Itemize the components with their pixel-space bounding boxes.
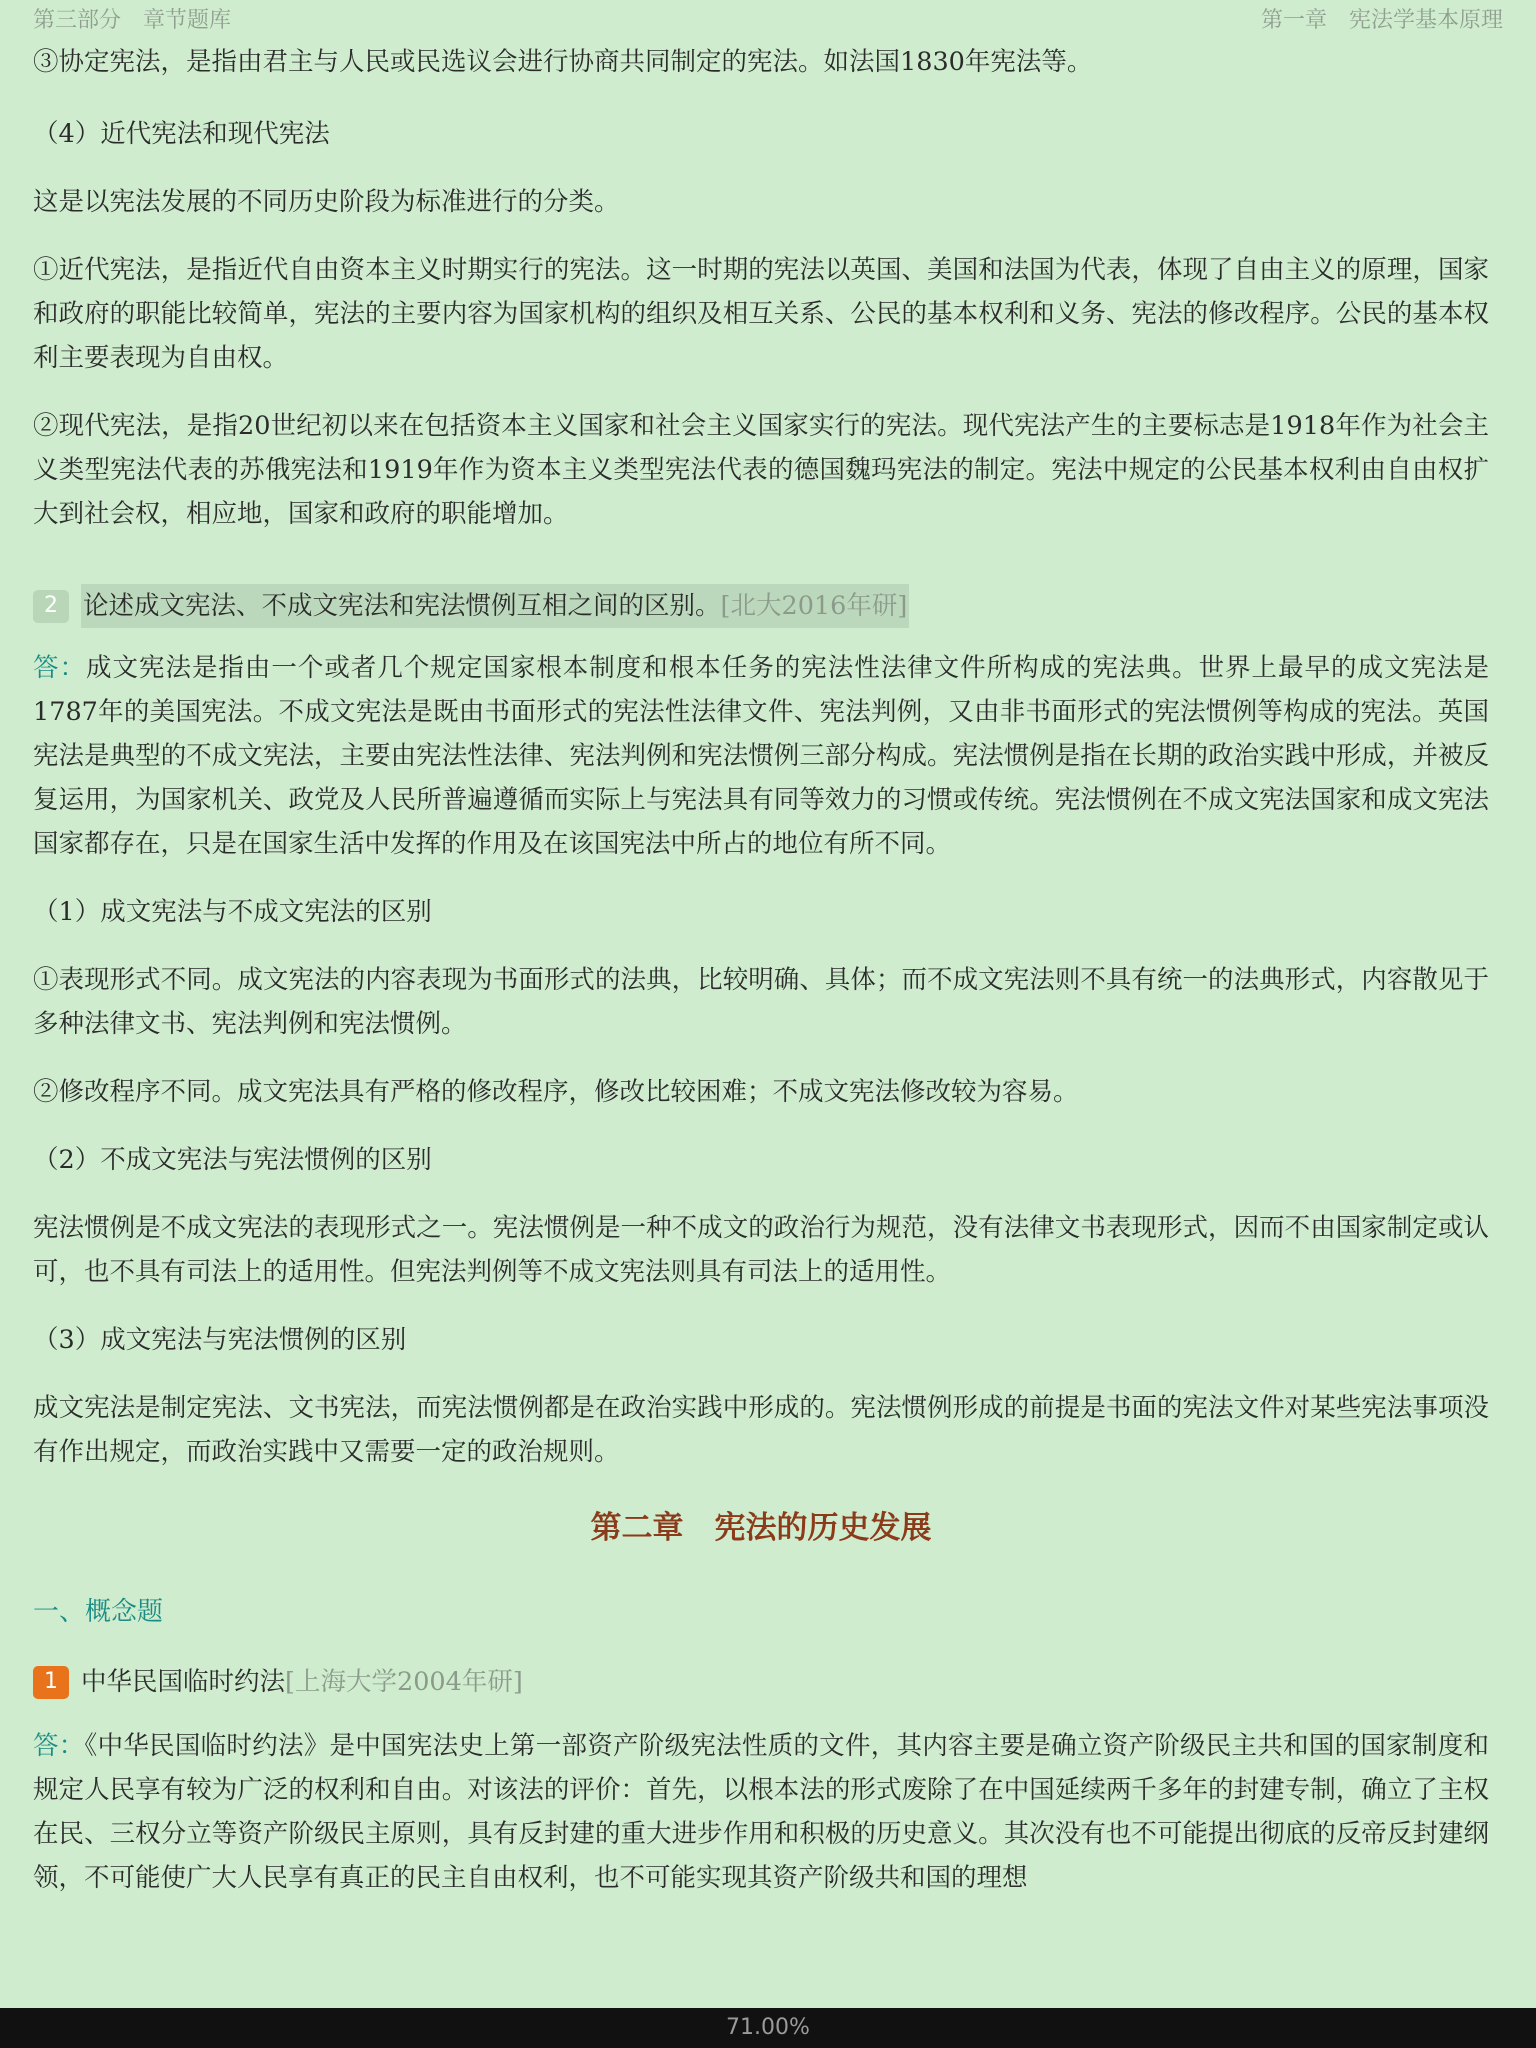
question-text-block (81, 1660, 523, 1704)
chapter-title: 第二章 宪法的历史发展 (590, 1510, 932, 1546)
question-text-highlighted[interactable] (81, 584, 909, 628)
subheading-written-vs-convention: （3）成文宪法与宪法惯例的区别 (33, 1325, 407, 1355)
section-title: 一、概念题 (33, 1597, 164, 1627)
header-chapter-title: 第一章 宪法学基本原理 (1260, 8, 1503, 33)
answer-label: 答： (33, 653, 86, 683)
subheading-written-vs-unwritten: （1）成文宪法与不成文宪法的区别 (33, 897, 432, 927)
question-number-badge: 1 (33, 1666, 69, 1699)
question-number-badge: 2 (33, 590, 69, 623)
paragraph-classification-intro: 这是以宪法发展的不同历史阶段为标准进行的分类。 (33, 187, 620, 217)
paragraph-convention-difference: 宪法惯例是不成文宪法的表现形式之一。宪法惯例是一种不成文的政治行为规范，没有法律文书表现形式，因而不由国家制定或认可，也不具有司法上的适用性。但宪法判例等不成文宪法则具有司法上的适用性。 (33, 1213, 1489, 1287)
header-part-title: 第三部分 章节题库 (33, 8, 232, 33)
answer-paragraph (33, 646, 1489, 866)
paragraph-early-modern-constitution: ①近代宪法，是指近代自由资本主义时期实行的宪法。这一时期的宪法以英国、美国和法国为代表，体现了自由主义的原理，国家和政府的职能比较简单，宪法的主要内容为国家机构的组织及相互关系、公民的基本权利和义务、宪法的修改程序。公民的基本权利主要表现为自由权。 (33, 255, 1489, 373)
question-1 (33, 1660, 1489, 1704)
paragraph-form-difference: ①表现形式不同。成文宪法的内容表现为书面形式的法典，比较明确、具体；而不成文宪法则不具有统一的法典形式，内容散见于多种法律文书、宪法判例和宪法惯例。 (33, 965, 1489, 1039)
question-source: [北大2016年研] (720, 591, 908, 621)
paragraph-amendment-difference: ②修改程序不同。成文宪法具有严格的修改程序，修改比较困难；不成文宪法修改较为容易。 (33, 1077, 1079, 1107)
question-text: 论述成文宪法、不成文宪法和宪法惯例互相之间的区别。 (83, 591, 721, 621)
page-content (33, 40, 1489, 1924)
question-source: [上海大学2004年研] (285, 1667, 523, 1697)
paragraph-contemporary-constitution: ②现代宪法，是指20世纪初以来在包括资本主义国家和社会主义国家实行的宪法。现代宪法产生的主要标志是1918年作为社会主义类型宪法代表的苏俄宪法和1919年作为资本主义类型宪法代表的德国魏玛宪法的制定。宪法中规定的公民基本权利由自由权扩大到社会权，相应地，国家和政府的职能增加。 (33, 411, 1489, 529)
answer-text: 成文宪法是指由一个或者几个规定国家根本制度和根本任务的宪法性法律文件所构成的宪法典。世界上最早的成文宪法是1787年的美国宪法。不成文宪法是既由书面形式的宪法性法律文件、宪法判例，又由非书面形式的宪法惯例等构成的宪法。英国宪法是典型的不成文宪法，主要由宪法性法律、宪法判例和宪法惯例三部分构成。宪法惯例是指在长期的政治实践中形成，并被反复运用，为国家机关、政党及人民所普遍遵循而实际上与宪法具有同等效力的习惯或传统。宪法惯例在不成文宪法国家和成文宪法国家都存在，只是在国家生活中发挥的作用及在该国宪法中所占的地位有所不同。 (33, 653, 1489, 859)
reading-progress-bar (0, 2008, 1536, 2048)
running-header (33, 6, 1503, 36)
subheading-modern-constitution: （4）近代宪法和现代宪法 (33, 119, 330, 149)
question-2 (33, 584, 1489, 628)
subheading-unwritten-vs-convention: （2）不成文宪法与宪法惯例的区别 (33, 1145, 432, 1175)
answer-paragraph (33, 1724, 1489, 1900)
paragraph-written-convention-difference: 成文宪法是制定宪法、文书宪法，而宪法惯例都是在政治实践中形成的。宪法惯例形成的前提是书面的宪法文件对某些宪法事项没有作出规定，而政治实践中又需要一定的政治规则。 (33, 1393, 1489, 1467)
answer-text: 《中华民国临时约法》是中国宪法史上第一部资产阶级宪法性质的文件，其内容主要是确立资产阶级民主共和国的国家制度和规定人民享有较为广泛的权利和自由。对该法的评价：首先，以根本法的形式废除了在中国延续两千多年的封建专制，确立了主权在民、三权分立等资产阶级民主原则，具有反封建的重大进步作用和积极的历史意义。其次没有也不可能提出彻底的反帝反封建纲领，不可能使广大人民享有真正的民主自由权利，也不可能实现其资产阶级共和国的理想 (33, 1731, 1489, 1893)
paragraph-agreed-constitution: ③协定宪法，是指由君主与人民或民选议会进行协商共同制定的宪法。如法国1830年宪法等。 (33, 47, 1093, 77)
reading-progress-text: 71.00% (726, 2015, 810, 2040)
question-text: 中华民国临时约法 (81, 1667, 286, 1697)
answer-label: 答： (33, 1731, 85, 1761)
